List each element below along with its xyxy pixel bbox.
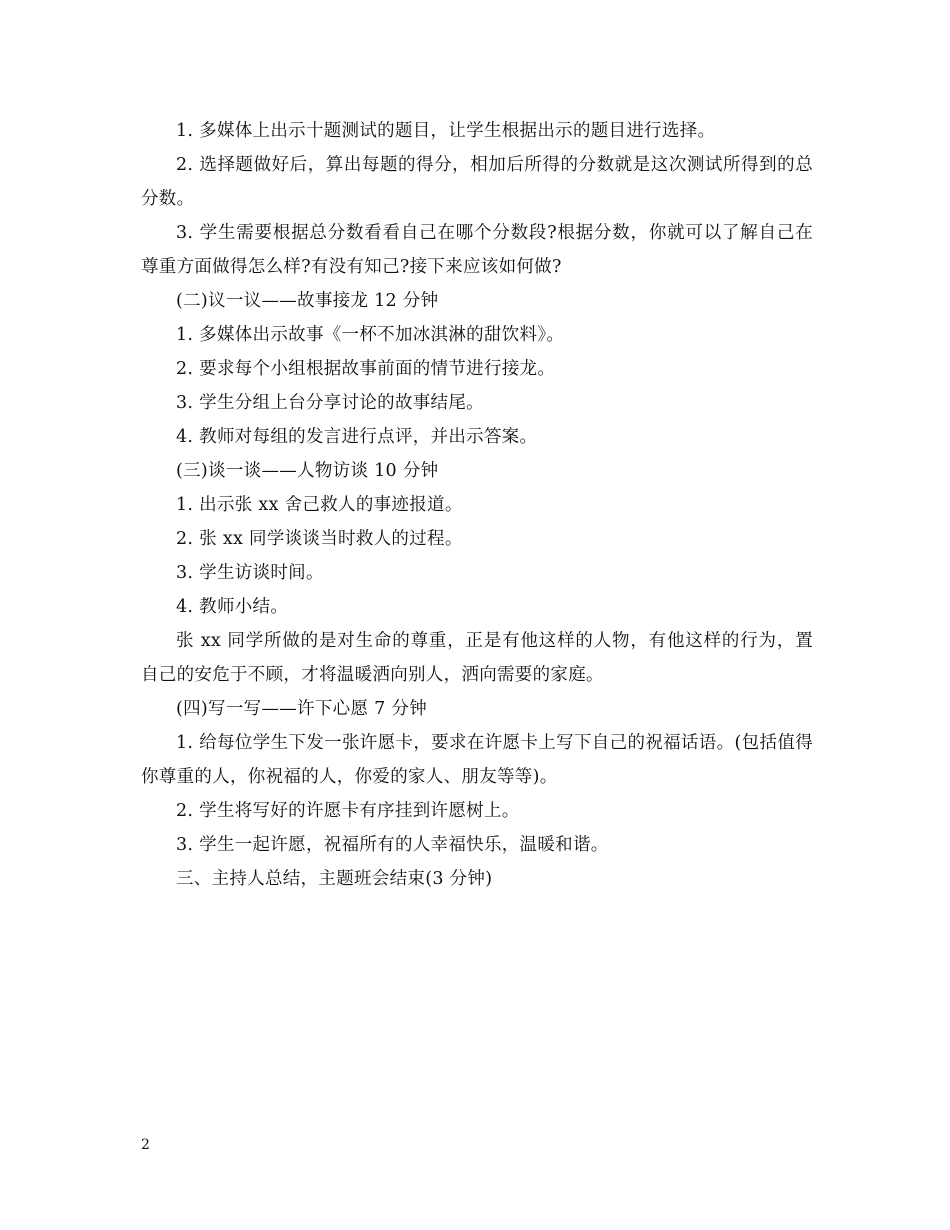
list-item-score-range: 3. 学生需要根据总分数看看自己在哪个分数段?根据分数，你就可以了解自己在尊重方面做得怎么样?有没有知己?接下来应该如何做? xyxy=(141,223,813,277)
list-item-show-report: 1. 出示张 xx 舍己救人的事迹报道。 xyxy=(176,495,463,515)
document-body xyxy=(141,114,813,896)
list-item-make-wishes: 3. 学生一起许愿，祝福所有的人幸福快乐，温暖和谐。 xyxy=(176,835,609,855)
section-heading-wishes: (四)写一写——许下心愿 7 分钟 xyxy=(176,699,428,719)
section-heading-interview: (三)谈一谈——人物访谈 10 分钟 xyxy=(176,461,439,481)
section-heading-story-relay: (二)议一议——故事接龙 12 分钟 xyxy=(176,291,439,311)
list-item-interview-time: 3. 学生访谈时间。 xyxy=(176,563,324,583)
list-item-teacher-summary: 4. 教师小结。 xyxy=(176,597,289,617)
section-heading-conclusion: 三、主持人总结，主题班会结束(3 分钟) xyxy=(176,869,493,889)
list-item-test-questions: 1. 多媒体上出示十题测试的题目，让学生根据出示的题目进行选择。 xyxy=(176,121,716,141)
list-item-show-story: 1. 多媒体出示故事《一杯不加冰淇淋的甜饮料》。 xyxy=(176,325,565,345)
list-item-wish-card: 1. 给每位学生下发一张许愿卡，要求在许愿卡上写下自己的祝福话语。(包括值得你尊重的人，你祝福的人，你爱的家人、朋友等等)。 xyxy=(141,733,813,787)
list-item-share-ending: 3. 学生分组上台分享讨论的故事结尾。 xyxy=(176,393,484,413)
list-item-calculate-score: 2. 选择题做好后，算出每题的得分，相加后所得的分数就是这次测试所得到的总分数。 xyxy=(141,155,813,209)
list-item-rescue-talk: 2. 张 xx 同学谈谈当时救人的过程。 xyxy=(176,529,463,549)
page-number: 2 xyxy=(141,1137,150,1153)
summary-paragraph: 张 xx 同学所做的是对生命的尊重，正是有他这样的人物，有他这样的行为，置自己的安危于不顾，才将温暖洒向别人，洒向需要的家庭。 xyxy=(141,631,813,685)
list-item-group-relay: 2. 要求每个小组根据故事前面的情节进行接龙。 xyxy=(176,359,556,379)
list-item-hang-cards: 2. 学生将写好的许愿卡有序挂到许愿树上。 xyxy=(176,801,520,821)
list-item-teacher-comment: 4. 教师对每组的发言进行点评，并出示答案。 xyxy=(176,427,538,447)
